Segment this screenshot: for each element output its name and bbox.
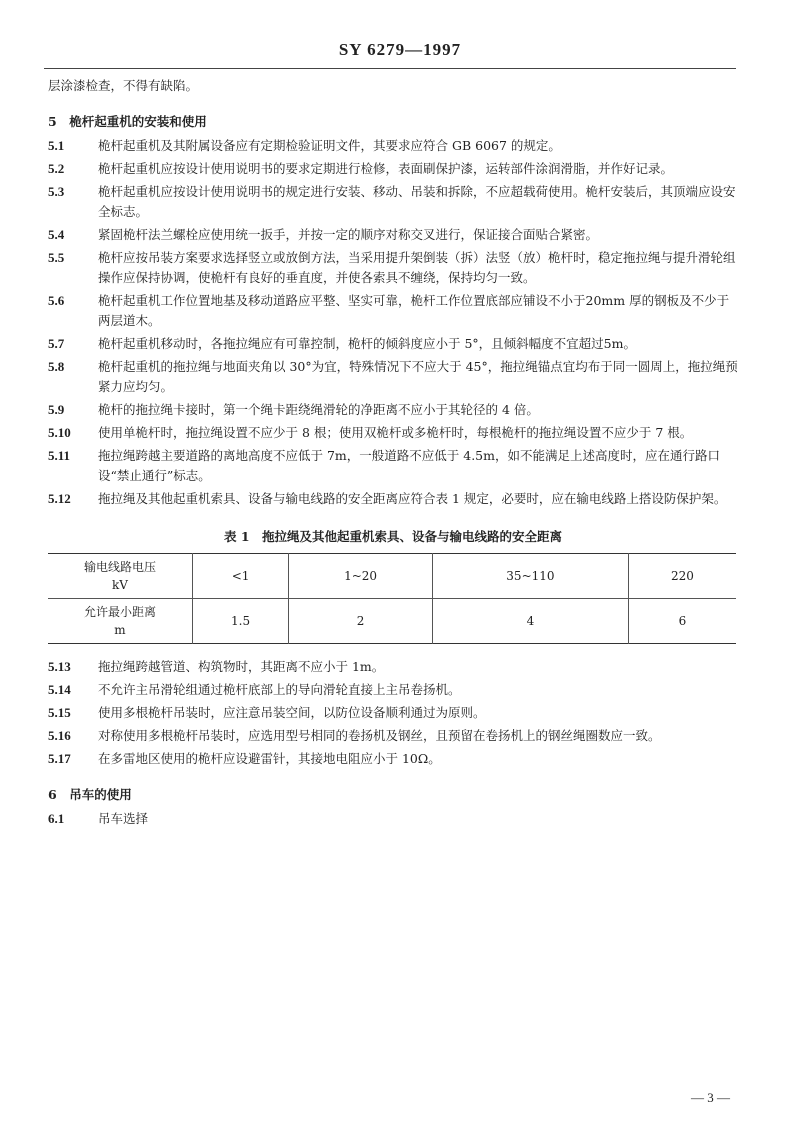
clause-5-4 <box>48 225 738 245</box>
clause-text: 拖拉绳及其他起重机索具、设备与输电线路的安全距离应符合表 1 规定，必要时，应在输电线路上搭设防保护架。 <box>98 491 727 506</box>
clause-text: 拖拉绳跨越管道、构筑物时，其距离不应小于 1m。 <box>98 659 385 674</box>
clause-text: 吊车选择 <box>98 811 149 826</box>
clause-text: 对称使用多根桅杆吊装时，应选用型号相同的卷扬机及钢丝，且预留在卷扬机上的钢丝绳圈数应一致。 <box>98 728 661 743</box>
clause-text: 桅杆起重机工作位置地基及移动道路应平整、坚实可靠，桅杆工作位置底部应铺设不小于20mm 厚的钢板及不少于两层道木。 <box>98 293 730 328</box>
clause-5-1 <box>48 136 738 156</box>
table-cell: <1 <box>193 554 289 599</box>
table-cell: 2 <box>289 599 433 644</box>
clause-text: 使用单桅杆时，拖拉绳设置不应少于 8 根；使用双桅杆或多桅杆时，每根桅杆的拖拉绳设置不应少于 7 根。 <box>98 425 693 440</box>
clause-5-7 <box>48 334 738 354</box>
clause-5-16 <box>48 726 738 746</box>
table-cell: 1.5 <box>193 599 289 644</box>
clause-6-1 <box>48 809 738 829</box>
clause-text: 桅杆的拖拉绳卡接时，第一个绳卡距绕绳滑轮的净距离不应小于其轮径的 4 倍。 <box>98 402 539 417</box>
clause-number: 5.11 <box>48 448 71 463</box>
clause-number: 5.15 <box>48 705 71 720</box>
table-row-distance <box>48 599 736 644</box>
intro-text: 层涂漆检查，不得有缺陷。 <box>48 78 199 93</box>
clause-number: 5.9 <box>48 402 65 417</box>
clause-5-17 <box>48 749 738 769</box>
table-cell: 4 <box>432 599 628 644</box>
clause-number: 6.1 <box>48 811 65 826</box>
clause-number: 5.8 <box>48 359 65 374</box>
table-1-title: 表 1 拖拉绳及其他起重机索具、设备与输电线路的安全距离 <box>223 529 563 544</box>
row-label-distance <box>48 599 193 644</box>
clause-number: 5.17 <box>48 751 71 766</box>
clause-number: 5.5 <box>48 250 65 265</box>
row-label-line: 允许最小距离 <box>83 605 156 619</box>
clause-5-3 <box>48 182 738 222</box>
clause-5-8 <box>48 357 738 397</box>
table-cell: 35~110 <box>432 554 628 599</box>
clause-number: 5.16 <box>48 728 71 743</box>
safety-distance-table <box>48 553 736 644</box>
table-row-voltage <box>48 554 736 599</box>
clause-number: 5.13 <box>48 659 71 674</box>
clause-number: 5.1 <box>48 138 65 153</box>
clause-number: 5.10 <box>48 425 71 440</box>
page-number: — 3 — <box>691 1090 730 1105</box>
section-5-heading: 5 桅杆起重机的安装和使用 <box>48 114 207 129</box>
clause-text: 紧固桅杆法兰螺栓应使用统一扳手，并按一定的顺序对称交叉进行，保证接合面贴合紧密。 <box>98 227 599 242</box>
clause-text: 桅杆起重机的拖拉绳与地面夹角以 30°为宜，特殊情况下不应大于 45°，拖拉绳锚点宜均布于同一圆周上，拖拉绳预紧力应均匀。 <box>98 359 738 394</box>
clause-5-10 <box>48 423 738 443</box>
clause-5-5 <box>48 248 738 288</box>
section-6-heading: 6 吊车的使用 <box>48 787 132 802</box>
clause-text: 桅杆起重机应按设计使用说明书的要求定期进行检修，表面刷保护漆，运转部件涂润滑脂，并作好记录。 <box>98 161 674 176</box>
clause-number: 5.12 <box>48 491 71 506</box>
table-cell: 6 <box>628 599 736 644</box>
clause-5-11 <box>48 446 738 486</box>
clause-5-14 <box>48 680 738 700</box>
clause-text: 桅杆起重机应按设计使用说明书的规定进行安装、移动、吊装和拆除，不应超载荷使用。桅杆安装后，其顶端应设安全标志。 <box>98 184 736 219</box>
clause-5-13 <box>48 657 738 677</box>
clause-number: 5.6 <box>48 293 65 308</box>
table-cell: 220 <box>628 554 736 599</box>
clause-text: 桅杆起重机移动时，各拖拉绳应有可靠控制，桅杆的倾斜度应小于 5°，且倾斜幅度不宜超过5m。 <box>98 336 636 351</box>
table-cell: 1~20 <box>289 554 433 599</box>
clause-text: 不允许主吊滑轮组通过桅杆底部上的导向滑轮直接上主吊卷扬机。 <box>98 682 461 697</box>
clause-5-9 <box>48 400 738 420</box>
clause-number: 5.4 <box>48 227 65 242</box>
row-label-unit: kV <box>112 578 128 592</box>
clause-5-15 <box>48 703 738 723</box>
clause-text: 桅杆应按吊装方案要求选择竖立或放倒方法，当采用提升架倒装（拆）法竖（放）桅杆时，稳定拖拉绳与提升滑轮组操作应保持协调，使桅杆有良好的垂直度，并使各索具不缠绕，保持均匀一致。 <box>98 250 736 285</box>
clause-number: 5.7 <box>48 336 65 351</box>
section-5-clauses <box>48 136 738 509</box>
row-label-unit: m <box>114 623 126 637</box>
clause-number: 5.14 <box>48 682 71 697</box>
row-label-voltage <box>48 554 193 599</box>
clause-text: 拖拉绳跨越主要道路的离地高度不应低于 7m，一般道路不应低于 4.5m，如不能满足上述高度时，应在通行路口设“禁止通行”标志。 <box>98 448 720 483</box>
clause-number: 5.3 <box>48 184 65 199</box>
header-rule <box>44 68 736 69</box>
clause-text: 使用多根桅杆吊装时，应注意吊装空间，以防位设备顺利通过为原则。 <box>98 705 486 720</box>
clause-5-2 <box>48 159 738 179</box>
spacer <box>48 644 738 654</box>
document-header: SY 6279—1997 <box>338 40 462 59</box>
page-body <box>48 76 738 829</box>
clause-text: 在多雷地区使用的桅杆应设避雷针，其接地电阻应小于 10Ω。 <box>98 751 441 766</box>
clause-number: 5.2 <box>48 161 65 176</box>
clause-text: 桅杆起重机及其附属设备应有定期检验证明文件，其要求应符合 GB 6067 的规定。 <box>98 138 561 153</box>
section-5-clauses-continued <box>48 657 738 769</box>
clause-5-12 <box>48 489 738 509</box>
clause-5-6 <box>48 291 738 331</box>
row-label-line: 输电线路电压 <box>83 560 156 574</box>
